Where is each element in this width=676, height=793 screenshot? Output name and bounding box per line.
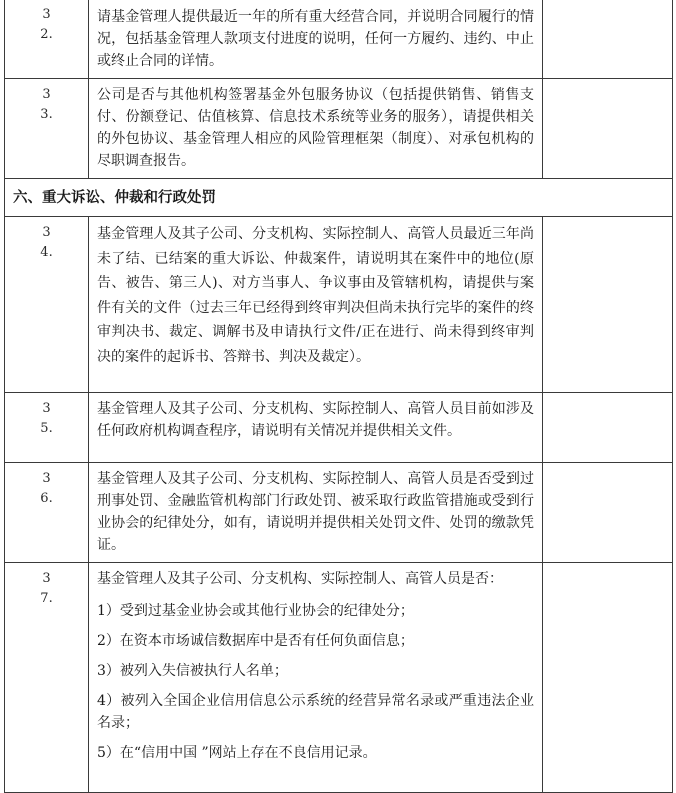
remarks-cell	[543, 563, 673, 793]
table-row	[5, 217, 673, 393]
item-number: 3 7.	[5, 563, 89, 793]
table-row	[5, 0, 673, 79]
list-item: 5）在“信用中国 ”网站上存在不良信用记录。	[97, 745, 377, 761]
item-number: 3 3.	[5, 79, 89, 179]
list-item: 1）受到过基金业协会或其他行业协会的纪律处分；	[97, 603, 414, 619]
remarks-cell	[543, 393, 673, 463]
remarks-cell	[543, 79, 673, 179]
remarks-cell	[543, 463, 673, 563]
table-row	[5, 393, 673, 463]
list-item: 3）被列入失信被执行人名单；	[97, 663, 288, 679]
item-text: 基金管理人及其子公司、分支机构、实际控制人、高管人员是否受到过刑事处罚、金融监管机构部门行政处罚、被采取行政监管措施或受到行业协会的纪律处分，如有，请说明并提供相关处罚文件、处罚的缴款凭证。	[89, 463, 543, 563]
item-number: 3 2.	[5, 0, 89, 79]
item-text	[89, 563, 543, 793]
section-title: 六、重大诉讼、仲裁和行政处罚	[5, 179, 673, 217]
item-number: 3 5.	[5, 393, 89, 463]
item-intro: 基金管理人及其子公司、分支机构、实际控制人、高管人员是否：	[97, 571, 503, 587]
due-diligence-table	[4, 0, 673, 793]
item-text: 请基金管理人提供最近一年的所有重大经营合同，并说明合同履行的情况，包括基金管理人款项支付进度的说明，任何一方履约、违约、中止或终止合同的详情。	[89, 0, 543, 79]
item-number: 3 4.	[5, 217, 89, 393]
table-row	[5, 563, 673, 793]
item-text: 基金管理人及其子公司、分支机构、实际控制人、高管人员目前如涉及任何政府机构调查程序，请说明有关情况并提供相关文件。	[89, 393, 543, 463]
remarks-cell	[543, 0, 673, 79]
table-row	[5, 463, 673, 563]
list-item: 2）在资本市场诚信数据库中是否有任何负面信息；	[97, 633, 414, 649]
table-row	[5, 79, 673, 179]
item-text: 公司是否与其他机构签署基金外包服务协议（包括提供销售、销售支付、份额登记、估值核算、信息技术系统等业务的服务），请提供相关的外包协议、基金管理人相应的风险管理框架（制度）、对承包机构的尽职调查报告。	[89, 79, 543, 179]
section-header-row	[5, 179, 673, 217]
list-item: 4）被列入全国企业信用信息公示系统的经营异常名录或严重违法企业名录；	[97, 693, 534, 731]
item-number: 3 6.	[5, 463, 89, 563]
item-text: 基金管理人及其子公司、分支机构、实际控制人、高管人员最近三年尚未了结、已结案的重大诉讼、仲裁案件，请说明其在案件中的地位(原告、被告、第三人)、对方当事人、争议事由及管辖机构，请提供与案件有关的文件（过去三年已经得到终审判决但尚未执行完毕的案件的终审判决书、裁定、调解书及申请执行文件/正在进行、尚未得到终审判决的案件的起诉书、答辩书、判决及裁定）。	[89, 217, 543, 393]
remarks-cell	[543, 217, 673, 393]
